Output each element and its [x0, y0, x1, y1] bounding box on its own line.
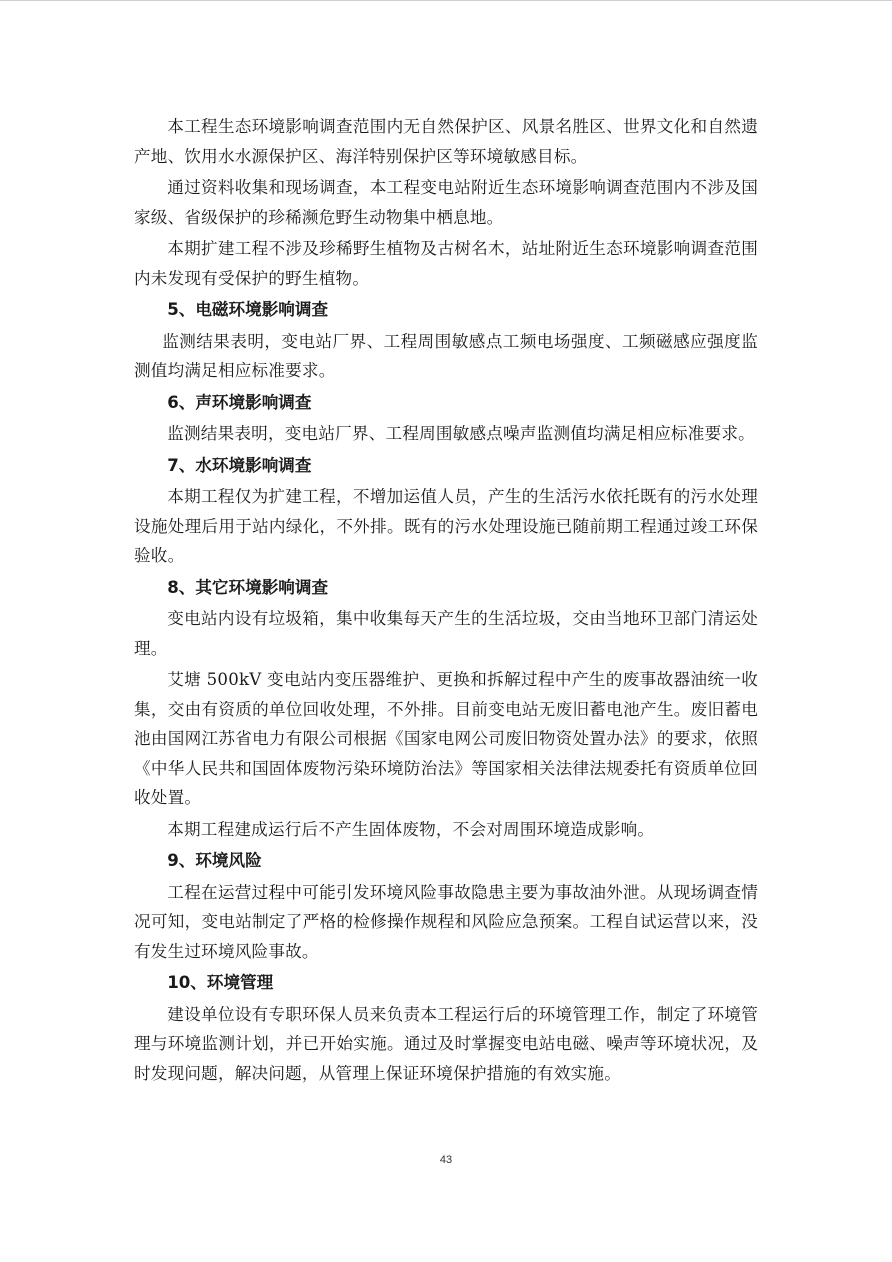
- page-number: 43: [439, 1154, 453, 1166]
- paragraph-electromagnetic-result: 监测结果表明，变电站厂界、工程周围敏感点工频电场强度、工频磁感应强度监测值均满足相应标准要求。: [134, 331, 758, 380]
- paragraph-no-solid-waste: 本期工程建成运行后不产生固体废物，不会对周围环境造成影响。: [167, 819, 655, 839]
- heading-acoustic: 6、声环境影响调查: [167, 392, 312, 412]
- paragraph-acoustic-result: 监测结果表明，变电站厂界、工程周围敏感点噪声监测值均满足相应标准要求。: [167, 424, 755, 443]
- page-top-border: [0, 0, 892, 1]
- heading-environmental-risk: 9、环境风险: [167, 851, 262, 870]
- heading-environmental-management: 10、环境管理: [167, 973, 274, 992]
- heading-water: 7、水环境影响调查: [167, 455, 312, 475]
- paragraph-management-result: 建设单位设有专职环保人员来负责本工程运行后的环境管理工作，制定了环境管理与环境监测计划，并已开始实施。通过及时掌握变电站电磁、噪声等环境状况，及时发现问题，解决问题，从管理上保证环境保护措施的有效实施。: [134, 1004, 758, 1083]
- paragraph-water-result: 本期工程仅为扩建工程，不增加运值人员，产生的生活污水依托既有的污水处理设施处理后用于站内绿化，不外排。既有的污水处理设施已随前期工程通过竣工环保验收。: [134, 487, 758, 565]
- document-body: [134, 112, 758, 1090]
- paragraph-risk-result: 工程在运营过程中可能引发环境风险事故隐患主要为事故油外泄。从现场调查情况可知，变电站制定了严格的检修操作规程和风险应急预案。工程自试运营以来，没有发生过环境风险事故。: [134, 882, 758, 961]
- paragraph-domestic-waste: 变电站内设有垃圾箱，集中收集每天产生的生活垃圾，交由当地环卫部门清运处理。: [134, 609, 758, 658]
- heading-electromagnetic: 5、电磁环境影响调查: [167, 300, 329, 319]
- heading-other-impacts: 8、其它环境影响调查: [167, 577, 329, 597]
- paragraph-wildlife-habitat: 通过资料收集和现场调查，本工程变电站附近生态环境影响调查范围内不涉及国家级、省级保护的珍稀濒危野生动物集中栖息地。: [134, 178, 758, 227]
- paragraph-ecology-sensitive-targets: 本工程生态环境影响调查范围内无自然保护区、风景名胜区、世界文化和自然遗产地、饮用水水源保护区、海洋特别保护区等环境敏感目标。: [134, 117, 758, 166]
- paragraph-hazardous-waste: 艾塘 500kV 变电站内变压器维护、更换和拆解过程中产生的废事故器油统一收集，交由有资质的单位回收处理，不外排。目前变电站无废旧蓄电池产生。废旧蓄电池由国网江苏省电力有限公司根据《国家电网公司废旧物资处置办法》的要求，依照《中华人民共和国固体废物污染环境防治法》等国家相关法律法规委托有资质单位回收处置。: [134, 670, 758, 807]
- paragraph-protected-plants: 本期扩建工程不涉及珍稀野生植物及古树名木，站址附近生态环境影响调查范围内未发现有受保护的野生植物。: [134, 239, 758, 288]
